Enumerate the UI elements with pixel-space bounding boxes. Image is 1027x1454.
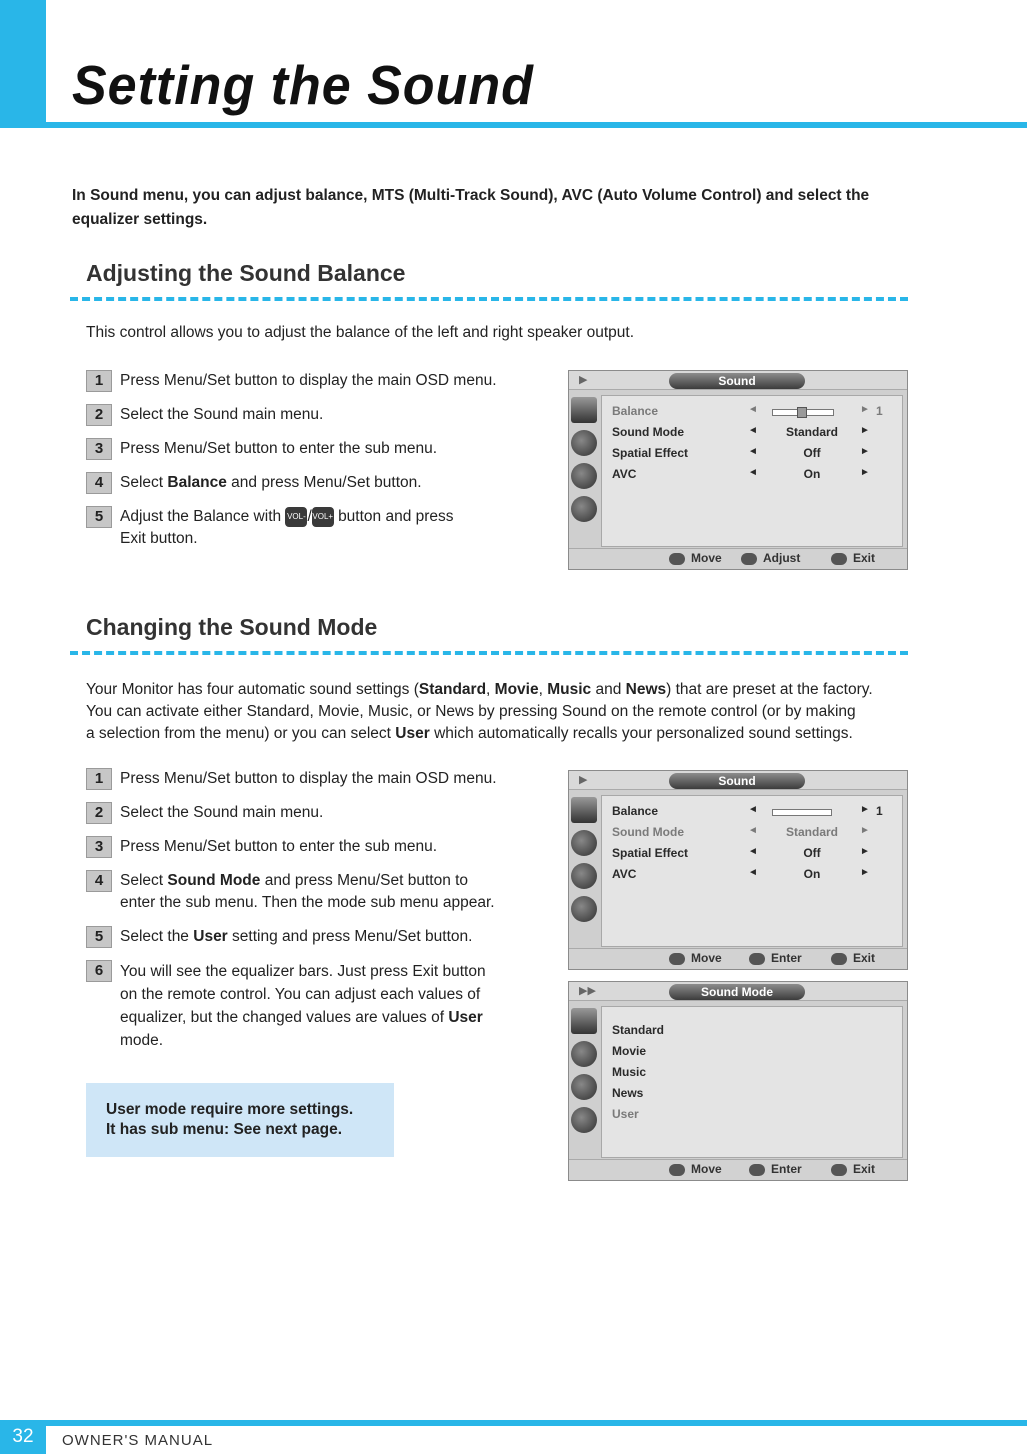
exit-icon (831, 953, 847, 965)
osd-sound-menu-2 (568, 770, 908, 970)
step-number: 1 (86, 370, 112, 392)
left-arrow-icon[interactable]: ◄ (748, 867, 758, 878)
osd-icon-column (571, 397, 599, 529)
osd-row-balance[interactable]: Balance ◄ ► 1 (612, 804, 883, 818)
adjust-icon (741, 553, 757, 565)
step-number: 6 (86, 960, 112, 982)
step-number: 5 (86, 506, 112, 528)
exit-icon (831, 1164, 847, 1176)
balance-description: This control allows you to adjust the balance of the left and right speaker output. (86, 324, 634, 341)
osd-row-spatial[interactable]: Spatial Effect ◄ Off ► (612, 446, 870, 460)
left-arrow-icon[interactable]: ◄ (748, 404, 758, 415)
right-arrow-icon[interactable]: ► (860, 804, 870, 815)
osd-tab[interactable]: Sound (669, 773, 805, 789)
osd-row-balance[interactable]: Balance ◄ ► 1 (612, 404, 883, 418)
step-number: 4 (86, 870, 112, 892)
step-text: Press Menu/Set button to display the main OSD menu. (120, 770, 497, 787)
step-text: You will see the equalizer bars. Just press Exit button on the remote control. You can adjust each values of equalizer, but the changed values are values of User mode. (120, 963, 486, 1049)
move-hint: Move (669, 1162, 722, 1176)
left-arrow-icon[interactable]: ◄ (748, 425, 758, 436)
picture-icon[interactable] (571, 1008, 597, 1034)
move-icon (669, 953, 685, 965)
balance-slider[interactable] (772, 809, 832, 816)
move-icon (669, 553, 685, 565)
exit-icon (831, 553, 847, 565)
section-divider (70, 297, 908, 301)
note-text: User mode require more settings. It has sub menu: See next page. (106, 1101, 354, 1138)
right-arrow-icon[interactable]: ► (860, 846, 870, 857)
slider-thumb[interactable] (797, 407, 807, 418)
clock-icon[interactable] (571, 496, 597, 522)
osd-footer (569, 948, 907, 969)
step-text: Press Menu/Set button to enter the sub menu. (120, 440, 438, 457)
osd-topbar (569, 982, 907, 1001)
right-arrow-icon[interactable]: ► (860, 825, 870, 836)
exit-hint: Exit (831, 551, 875, 565)
right-arrow-icon[interactable]: ► (860, 425, 870, 436)
page-title: Setting the Sound (72, 55, 534, 117)
clock-icon[interactable] (571, 1107, 597, 1133)
section-title-balance: Adjusting the Sound Balance (86, 260, 406, 286)
left-arrow-icon[interactable]: ◄ (748, 825, 758, 836)
osd-row-sound-mode[interactable]: Sound Mode ◄ Standard ► (612, 425, 870, 439)
osd-tab[interactable]: Sound Mode (669, 984, 805, 1000)
step-text: Select the User setting and press Menu/Set button. (120, 928, 473, 945)
step-text: Select the Sound main menu. (120, 804, 324, 821)
mode-option-standard[interactable]: Standard (612, 1023, 665, 1037)
enter-icon (749, 953, 765, 965)
right-arrow-icon[interactable]: ► (860, 867, 870, 878)
header-rule (46, 122, 1027, 128)
step-text: Select the Sound main menu. (120, 406, 324, 423)
clock-icon[interactable] (571, 896, 597, 922)
balance-slider[interactable] (772, 409, 834, 416)
picture-icon[interactable] (571, 397, 597, 423)
step-text: Select Sound Mode and press Menu/Set button to enter the sub menu. Then the mode sub menu appear. (120, 872, 495, 911)
mode-option-user[interactable]: User (612, 1107, 639, 1121)
sound-mode-description: Your Monitor has four automatic sound settings (Standard, Movie, Music and News) that are preset at the factory. You can activate either Standard, Movie, Music, or News by pressing Sound on the remote control (or by making a selection from the menu) or you can select User which automatically recalls your personalized sound settings. (86, 681, 873, 742)
exit-hint: Exit (831, 951, 875, 965)
speaker-icon[interactable] (571, 1041, 597, 1067)
osd-row-spatial[interactable]: Spatial Effect ◄ Off ► (612, 846, 870, 860)
step-text: Select Balance and press Menu/Set button. (120, 474, 422, 491)
step-number: 5 (86, 926, 112, 948)
left-arrow-icon[interactable]: ◄ (748, 804, 758, 815)
note-box (86, 1083, 394, 1157)
osd-topbar (569, 771, 907, 790)
left-arrow-icon[interactable]: ◄ (748, 467, 758, 478)
speaker-icon[interactable] (571, 430, 597, 456)
mode-option-news[interactable]: News (612, 1086, 644, 1100)
intro-text: In Sound menu, you can adjust balance, MTS (Multi-Track Sound), AVC (Auto Volume Control) and select the equalizer settings. (72, 187, 870, 228)
mode-option-movie[interactable]: Movie (612, 1044, 647, 1058)
enter-icon (749, 1164, 765, 1176)
step-text: Press Menu/Set button to display the main OSD menu. (120, 372, 497, 389)
osd-row-sound-mode[interactable]: Sound Mode ◄ Standard ► (612, 825, 870, 839)
move-icon (669, 1164, 685, 1176)
enter-hint: Enter (749, 1162, 802, 1176)
osd-sound-menu (568, 370, 908, 570)
step-number: 1 (86, 768, 112, 790)
osd-panel (601, 395, 903, 547)
osd-icon-column (571, 797, 599, 929)
right-arrow-icon[interactable]: ► (860, 404, 870, 415)
vol-up-icon: VOL+ (312, 507, 334, 527)
arrow-icon: ▶ (579, 374, 588, 386)
left-arrow-icon[interactable]: ◄ (748, 846, 758, 857)
section-divider (70, 651, 908, 655)
osd-footer (569, 548, 907, 569)
tools-icon[interactable] (571, 1074, 597, 1100)
osd-sound-mode-menu (568, 981, 908, 1181)
osd-icon-column (571, 1008, 599, 1140)
osd-panel (601, 795, 903, 947)
move-hint: Move (669, 951, 722, 965)
step-text: Press Menu/Set button to enter the sub menu. (120, 838, 438, 855)
section-title-sound-mode: Changing the Sound Mode (86, 614, 378, 640)
osd-topbar (569, 371, 907, 390)
osd-tab[interactable]: Sound (669, 373, 805, 389)
header-accent-bar (0, 0, 46, 128)
exit-hint: Exit (831, 1162, 875, 1176)
footer-label: OWNER'S MANUAL (62, 1432, 214, 1449)
enter-hint: Enter (749, 951, 802, 965)
double-arrow-icon: ▶▶ (579, 985, 596, 997)
osd-row-avc[interactable]: AVC ◄ On ► (612, 867, 870, 881)
right-arrow-icon[interactable]: ► (860, 467, 870, 478)
arrow-icon: ▶ (579, 774, 588, 786)
step-text: Adjust the Balance with VOL- /VOL+ button and press Exit button. (120, 508, 454, 547)
page-number: 32 (0, 1420, 46, 1454)
step-number: 3 (86, 836, 112, 858)
footer-rule (46, 1420, 1027, 1426)
balance-keyword: Balance (167, 474, 227, 491)
speaker-icon[interactable] (571, 830, 597, 856)
tools-icon[interactable] (571, 463, 597, 489)
right-arrow-icon[interactable]: ► (860, 446, 870, 457)
step-number: 4 (86, 472, 112, 494)
vol-down-icon: VOL- (285, 507, 307, 527)
tools-icon[interactable] (571, 863, 597, 889)
osd-row-avc[interactable]: AVC ◄ On ► (612, 467, 870, 481)
move-hint: Move (669, 551, 722, 565)
step-number: 2 (86, 404, 112, 426)
picture-icon[interactable] (571, 797, 597, 823)
step-number: 3 (86, 438, 112, 460)
adjust-hint: Adjust (741, 551, 800, 565)
step-number: 2 (86, 802, 112, 824)
osd-footer (569, 1159, 907, 1180)
mode-option-music[interactable]: Music (612, 1065, 647, 1079)
osd-panel (601, 1006, 903, 1158)
left-arrow-icon[interactable]: ◄ (748, 446, 758, 457)
